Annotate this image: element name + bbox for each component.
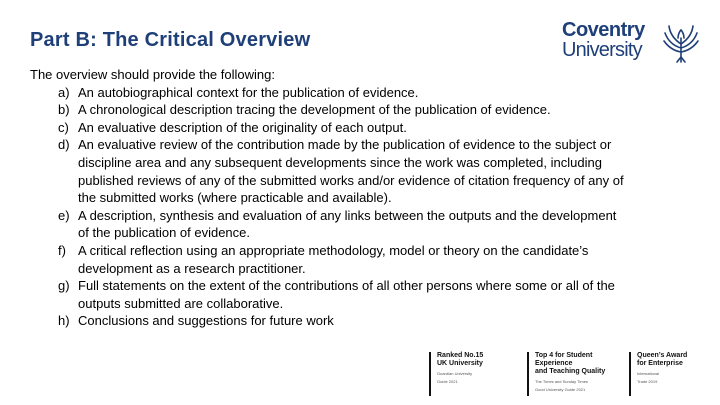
list-item-text: A description, synthesis and evaluation of any links between the outputs and the development of the publication of evidence. <box>78 207 617 241</box>
list-item-text: An autobiographical context for the publication of evidence. <box>78 84 419 100</box>
list-marker: c) <box>58 119 69 135</box>
list-item <box>30 277 630 312</box>
list-item-text: Full statements on the extent of the contributions of all other persons where some or all of the outputs submitted are collaborative. <box>78 278 615 311</box>
requirements-list <box>30 84 630 330</box>
list-item <box>30 119 630 137</box>
award-title: Queen’s Award <box>637 352 688 359</box>
list-item-text: An evaluative description of the originality of each output. <box>78 119 407 135</box>
list-marker: a) <box>58 84 70 100</box>
award-source: Guide 2021 <box>437 379 458 384</box>
list-item-text: A critical reflection using an appropriate methodology, model or theory on the candidate’s development as a research practitioner. <box>78 242 589 276</box>
logo-line-2: University <box>562 39 642 61</box>
list-item-text: A chronological description tracing the development of the publication of evidence. <box>78 102 551 118</box>
content-body <box>30 66 630 330</box>
award-title: Top 4 for Student Experience <box>535 352 593 367</box>
awards-strip <box>429 352 709 396</box>
list-marker: f) <box>58 242 66 258</box>
award-badge <box>429 352 517 396</box>
university-logo <box>562 20 700 68</box>
phoenix-icon <box>661 22 701 64</box>
award-title: and Teaching Quality <box>535 368 606 375</box>
logo-line-1: Coventry <box>562 19 645 41</box>
list-marker: d) <box>58 137 70 153</box>
list-item <box>30 312 630 330</box>
list-item <box>30 84 630 102</box>
list-item <box>30 136 630 206</box>
list-marker: g) <box>58 278 70 294</box>
slide-title: Part B: The Critical Overview <box>30 29 311 51</box>
intro-text: The overview should provide the following: <box>30 67 275 82</box>
list-item <box>30 207 630 242</box>
award-source: The Times and Sunday Times <box>535 379 588 384</box>
award-title: UK University <box>437 360 483 367</box>
list-marker: h) <box>58 313 70 329</box>
award-source: Trade 2019 <box>637 379 658 384</box>
list-marker: b) <box>58 102 70 118</box>
award-badge <box>629 352 709 396</box>
list-item <box>30 101 630 119</box>
list-marker: e) <box>58 207 70 223</box>
award-source: International <box>637 371 660 376</box>
award-badge <box>527 352 630 396</box>
list-item-text: An evaluative review of the contribution made by the publication of evidence to the subject or discipline area and any subsequent developments since the work was completed, including published reviews of any of the submitted works and/or evidence of citation frequency of any of the submitted works (where practicable and available). <box>78 137 624 206</box>
award-title: for Enterprise <box>637 360 683 367</box>
award-source: Good University Guide 2021 <box>535 387 586 392</box>
list-item <box>30 242 630 277</box>
award-source: Guardian University <box>437 371 473 376</box>
award-title: Ranked No.15 <box>437 352 484 359</box>
list-item-text: Conclusions and suggestions for future work <box>78 313 334 329</box>
